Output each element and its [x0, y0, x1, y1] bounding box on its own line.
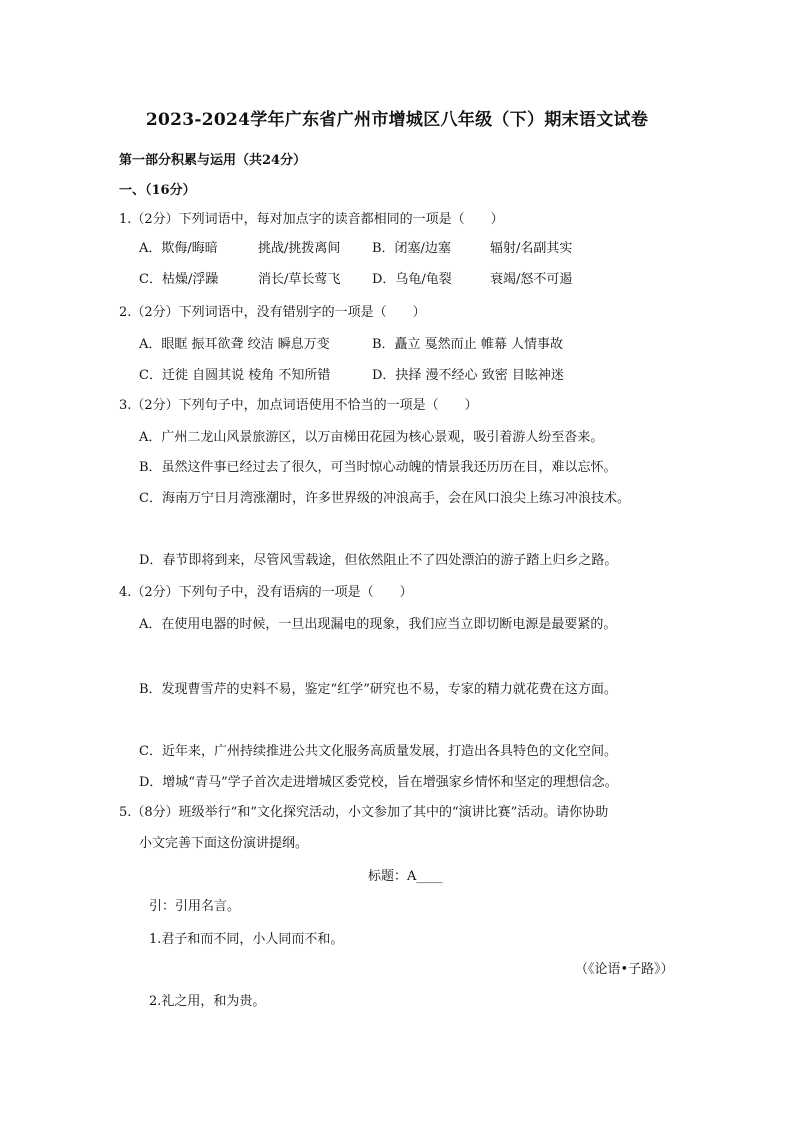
- q3-option-a: A．广州二龙山风景旅游区，以万亩梯田花园为核心景观，吸引着游人纷至沓来。: [139, 430, 604, 445]
- q1-stem: 1.（2分）下列词语中，每对加点字的读音都相同的一项是（ ）: [119, 212, 504, 227]
- q2-option-d: D．抉择 漫不经心 致密 目眩神迷: [372, 368, 564, 383]
- q4-stem: 4.（2分）下列句子中，没有语病的一项是（ ）: [119, 585, 413, 600]
- outline-source-1: （《论语•子路》）: [575, 962, 674, 977]
- q5-stem-line2: 小文完善下面这份演讲提纲。: [139, 836, 309, 851]
- q3-option-b: B．虽然这件事已经过去了很久，可当时惊心动魄的情景我还历历在目，难以忘怀。: [139, 460, 617, 475]
- part1-heading: 第一部分积累与运用（共24分）: [119, 153, 307, 168]
- q3-stem: 3.（2分）下列句子中，加点词语使用不恰当的一项是（ ）: [119, 398, 478, 413]
- q2-option-c: C．迁徙 自圆其说 棱角 不知所错: [139, 368, 331, 383]
- q4-option-c: C．近年来，广州持续推进公共文化服务高质量发展，打造出各具特色的文化空间。: [139, 744, 617, 759]
- q2-option-a: A．眼眶 振耳欲聋 绞洁 瞬息万变: [139, 337, 330, 352]
- q2-option-b: B．矗立 戛然而止 帷幕 人情事故: [372, 337, 563, 352]
- q3-option-d: D．春节即将到来，尽管风雪载途，但依然阻止不了四处漂泊的游子踏上归乡之路。: [139, 553, 618, 568]
- outline-quote-2: 2.礼之用，和为贵。: [149, 994, 266, 1009]
- outline-intro: 引：引用名言。: [149, 899, 241, 914]
- outline-title: 标题：A____: [368, 869, 443, 884]
- section1-heading: 一、（16分）: [119, 183, 196, 198]
- q4-option-b: B．发现曹雪芹的史料不易，鉴定“红学”研究也不易，专家的精力就花费在这方面。: [139, 682, 617, 697]
- q1-option-a2: 挑战/挑拨离间: [258, 241, 341, 256]
- q5-stem-line1: 5.（8分）班级举行“和”文化探究活动，小文参加了其中的“演讲比赛”活动。请你协助: [119, 805, 609, 820]
- q4-option-a: A．在使用电器的时候，一旦出现漏电的现象，我们应当立即切断电源是最要紧的。: [139, 617, 617, 632]
- q1-option-c1: C．枯燥/浮躁: [139, 272, 219, 287]
- q1-option-a1: A．欺侮/晦暗: [139, 241, 218, 256]
- q4-option-d: D．增城“青马”学子首次走进增城区委党校，旨在增强家乡情怀和坚定的理想信念。: [139, 775, 618, 790]
- q1-option-d1: D．乌龟/龟裂: [372, 272, 452, 287]
- q1-option-d2: 衰竭/怒不可遏: [490, 272, 573, 287]
- q3-option-c: C．海南万宁日月湾涨潮时，许多世界级的冲浪高手，会在风口浪尖上练习冲浪技术。: [139, 491, 630, 506]
- q1-option-b2: 辐射/名副其实: [490, 241, 573, 256]
- q1-option-b1: B．闭塞/边塞: [372, 241, 451, 256]
- page-title: 2023-2024学年广东省广州市增城区八年级（下）期末语文试卷: [145, 110, 649, 130]
- q1-option-c2: 消长/草长莺飞: [258, 272, 341, 287]
- q2-stem: 2.（2分）下列词语中，没有错别字的一项是（ ）: [119, 305, 426, 320]
- outline-quote-1: 1.君子和而不同，小人同而不和。: [149, 932, 344, 947]
